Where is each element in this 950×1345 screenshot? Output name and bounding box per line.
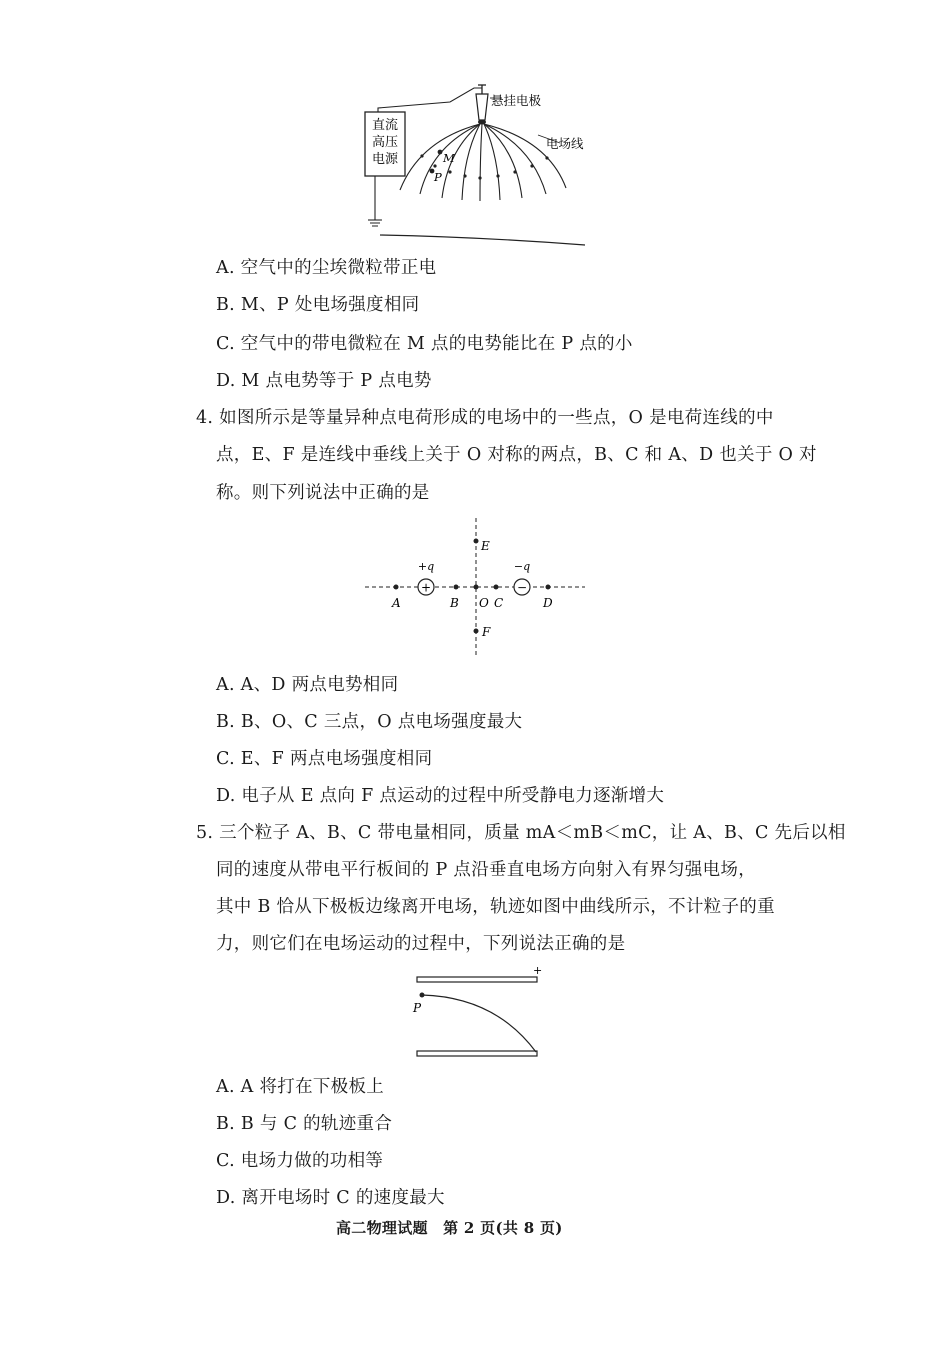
point-m-label: M (443, 151, 455, 165)
electrode-icon (476, 85, 488, 125)
q4-option-c: C. E、F 两点电场强度相同 (216, 749, 433, 769)
field-line-label: 电场线 (546, 136, 584, 151)
electrode-label: 悬挂电极 (491, 93, 542, 108)
point-a (394, 585, 399, 590)
power-supply-line-3: 电源 (371, 152, 399, 167)
field-lines (400, 124, 566, 201)
negative-charge-symbol: − (516, 580, 528, 595)
trajectory-curve (422, 995, 536, 1052)
point-o (474, 585, 479, 590)
point-e-label: E (481, 539, 490, 553)
q4-stem-line-1: 4. 如图所示是等量异种点电荷形成的电场中的一些点，O 是电荷连线的中 (196, 408, 774, 428)
q4-option-a: A. A、D 两点电势相同 (216, 675, 399, 695)
positive-charge-symbol: + (420, 580, 432, 595)
page-footer: 高二物理试题 第 2 页(共 8 页) (336, 1219, 563, 1237)
q5-option-d: D. 离开电场时 C 的速度最大 (216, 1188, 445, 1208)
q5-figure (405, 965, 555, 1065)
lower-plate (417, 1051, 537, 1056)
q3-option-c: C. 空气中的带电微粒在 M 点的电势能比在 P 点的小 (216, 334, 633, 354)
q3-option-b: B. M、P 处电场强度相同 (216, 295, 420, 315)
q5-stem-line-3: 其中 B 恰从下极板边缘离开电场，轨迹如图中曲线所示，不计粒子的重 (216, 897, 775, 917)
point-a-label: A (392, 596, 401, 610)
negative-charge-label: −q (513, 560, 531, 573)
point-f (474, 629, 479, 634)
q3-option-a: A. 空气中的尘埃微粒带正电 (216, 258, 437, 278)
point-o-label: O (479, 596, 489, 610)
positive-charge-label: +q (417, 560, 435, 573)
q3-option-d: D. M 点电势等于 P 点电势 (216, 371, 432, 391)
point-f-label: F (482, 625, 491, 639)
q4-stem-line-3: 称。则下列说法中正确的是 (216, 483, 430, 503)
point-b-label: B (450, 596, 459, 610)
point-p-label: P (434, 170, 442, 184)
point-d (546, 585, 551, 590)
point-c-label: C (494, 596, 504, 610)
q4-option-d: D. 电子从 E 点向 F 点运动的过程中所受静电力逐渐增大 (216, 786, 665, 806)
q5-stem-line-4: 力，则它们在电场运动的过程中，下列说法正确的是 (216, 934, 626, 954)
point-c (494, 585, 499, 590)
power-supply-line-1: 直流 (371, 118, 399, 133)
power-supply-line-2: 高压 (371, 135, 399, 150)
plus-sign: + (533, 965, 543, 977)
point-m-dot (438, 150, 443, 155)
point-b (454, 585, 459, 590)
q4-option-b: B. B、O、C 三点，O 点电场强度最大 (216, 712, 523, 732)
q4-figure (360, 515, 590, 660)
point-p-label: P (413, 1001, 422, 1015)
upper-plate (417, 977, 537, 982)
q5-option-c: C. 电场力做的功相等 (216, 1151, 384, 1171)
q5-stem-line-1: 5. 三个粒子 A、B、C 带电量相同，质量 mA＜mB＜mC，让 A、B、C 先后以相 (196, 823, 846, 843)
q5-stem-line-2: 同的速度从带电平行板间的 P 点沿垂直电场方向射入有界匀强电场， (216, 860, 756, 880)
q3-figure (360, 80, 600, 250)
point-e (474, 539, 479, 544)
ground-line (380, 235, 585, 245)
q5-option-a: A. A 将打在下极板上 (216, 1077, 385, 1097)
q4-stem-line-2: 点，E、F 是连线中垂线上关于 O 对称的两点，B、C 和 A、D 也关于 O 对 (216, 445, 817, 465)
point-d-label: D (543, 596, 553, 610)
q5-option-b: B. B 与 C 的轨迹重合 (216, 1114, 393, 1134)
wire (378, 88, 482, 112)
